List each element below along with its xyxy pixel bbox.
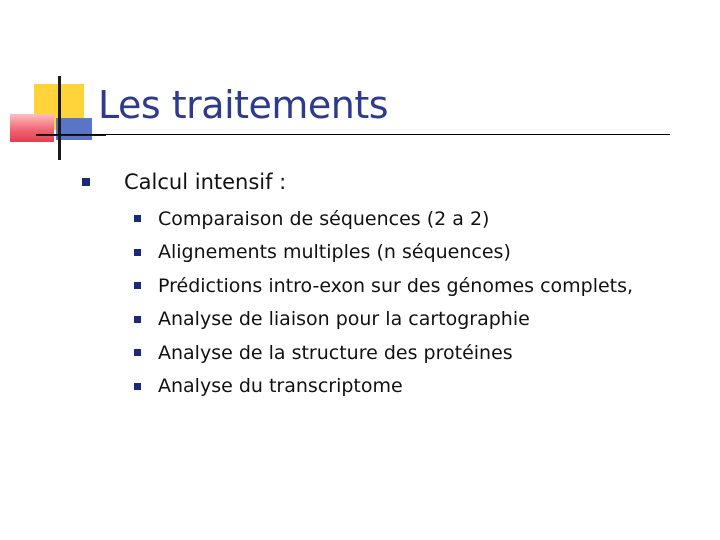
list-item: [134, 236, 633, 270]
square-bullet-icon: [134, 316, 141, 323]
logo-pink-square: [10, 114, 54, 142]
list-item-text: Analyse de la structure des protéines: [158, 341, 513, 364]
list-item: [134, 269, 633, 303]
square-bullet-icon: [134, 349, 141, 356]
square-bullet-icon: [134, 215, 141, 222]
bullet-level1-text: Calcul intensif :: [124, 170, 287, 194]
square-bullet-icon: [82, 178, 90, 186]
bullet-list-level2: [134, 202, 633, 403]
list-item-text: Comparaison de séquences (2 a 2): [158, 207, 490, 230]
square-bullet-icon: [134, 383, 141, 390]
list-item-text: Alignements multiples (n séquences): [158, 241, 511, 264]
decorative-squares-logo: [0, 0, 110, 170]
list-item: [134, 336, 633, 370]
list-item-text: Analyse du transcriptome: [158, 375, 403, 398]
list-item-text: Prédictions intro-exon sur des génomes complets,: [158, 274, 634, 297]
square-bullet-icon: [134, 282, 141, 289]
logo-vertical-line: [58, 76, 61, 160]
list-item: [134, 202, 633, 236]
square-bullet-icon: [134, 249, 141, 256]
list-item: [134, 303, 633, 337]
slide-title: Les traitements: [98, 83, 389, 127]
title-underline: [36, 134, 670, 135]
logo-blue-square: [56, 118, 92, 140]
list-item: [134, 370, 633, 404]
list-item-text: Analyse de liaison pour la cartographie: [158, 308, 530, 331]
bullet-level1: [82, 170, 286, 194]
